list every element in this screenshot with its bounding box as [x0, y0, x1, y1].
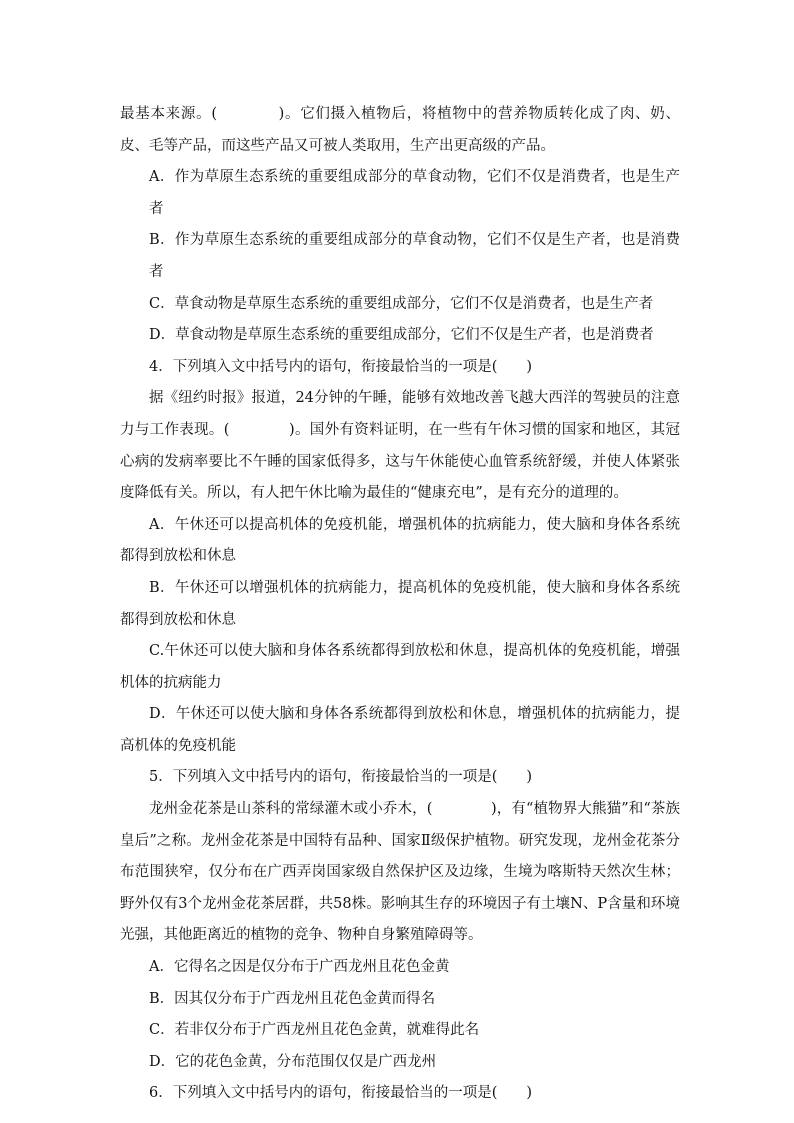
option-a: A．它得名之因是仅分布于广西龙州且花色金黄: [149, 959, 450, 976]
question-stem: 6．下列填入文中括号内的语句，衔接最恰当的一项是( ): [149, 1085, 533, 1102]
option-a: A．午休还可以提高机体的免疫机能，增强机体的抗病能力，使大脑和身体各系统都得到放松和休息: [120, 516, 680, 565]
option-d: D．它的花色金黄，分布范围仅仅是广西龙州: [149, 1053, 437, 1070]
option-c: C.午休还可以使大脑和身体各系统都得到放松和休息，提高机体的免疫机能，增强机体的抗病能力: [120, 643, 680, 691]
passage-continuation: 最基本来源。( )。它们摄入植物后，将植物中的营养物质转化成了肉、奶、皮、毛等产品，而这些产品又可被人类取用，生产出更高级的产品。: [120, 106, 680, 154]
question-3-options: [120, 162, 680, 352]
option-a: A．作为草原生态系统的重要组成部分的草食动物，它们不仅是消费者，也是生产者: [149, 169, 680, 217]
question-stem: 4．下列填入文中括号内的语句，衔接最恰当的一项是( ): [149, 358, 533, 375]
option-b: B．因其仅分布于广西龙州且花色金黄而得名: [149, 990, 436, 1007]
question-4: [120, 352, 680, 763]
option-d: D．草食动物是草原生态系统的重要组成部分，它们不仅是生产者，也是消费者: [149, 327, 654, 344]
option-b: B．午休还可以增强机体的抗病能力，提高机体的免疫机能，使大脑和身体各系统都得到放松和休息: [120, 579, 680, 628]
question-5: [120, 762, 680, 1078]
option-d: D．午休还可以使大脑和身体各系统都得到放松和休息，增强机体的抗病能力，提高机体的免疫机能: [120, 706, 680, 754]
option-c: C．草食动物是草原生态系统的重要组成部分，它们不仅是消费者，也是生产者: [149, 295, 654, 312]
question-6: [120, 1078, 680, 1110]
question-passage: 据《纽约时报》报道，24分钟的午睡，能够有效地改善飞越大西洋的驾驶员的注意力与工作表现。( )。国外有资料证明，在一些有午休习惯的国家和地区，其冠心病的发病率要比不午睡的国家低得多，这与午休能使心血管系统舒缓，并使人体紧张度降低有关。所以，有人把午休比喻为最佳的“健康充电”，是有充分的道理的。: [120, 390, 680, 502]
question-passage: 龙州金花茶是山茶科的常绿灌木或小乔木，( )，有“植物界大熊猫”和“茶族皇后”之称。龙州金花茶是中国特有品种、国家Ⅱ级保护植物。研究发现，龙州金花茶分布范围狭窄，仅分布在广西弄岗国家级自然保护区及边缘，生境为喀斯特天然次生林；野外仅有3个龙州金花茶居群，共58株。影响其生存的环境因子有土壤N、P含量和环境光强，其他距离近的植物的竞争、物种自身繁殖障碍等。: [120, 801, 680, 944]
question-stem: 5．下列填入文中括号内的语句，衔接最恰当的一项是( ): [149, 769, 533, 786]
option-c: C．若非仅分布于广西龙州且花色金黄，就难得此名: [149, 1022, 480, 1039]
document-body: [120, 99, 680, 1110]
option-b: B．作为草原生态系统的重要组成部分的草食动物，它们不仅是生产者，也是消费者: [149, 232, 680, 280]
